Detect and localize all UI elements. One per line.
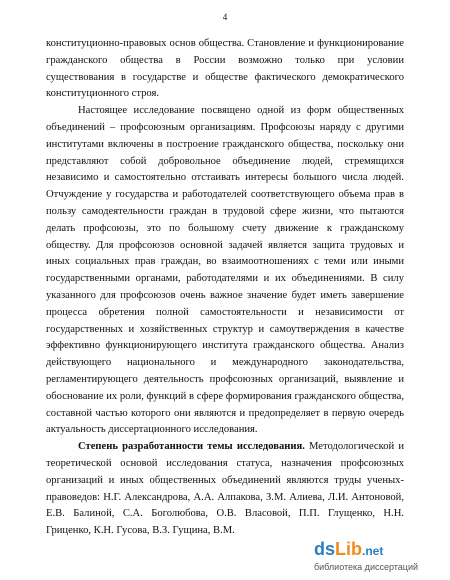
dslib-watermark (314, 536, 442, 576)
logo-lib: Lib (335, 539, 363, 559)
section-lead-heading: Степень разработанности темы исследования. (78, 441, 305, 453)
page-number: 4 (222, 12, 228, 22)
paragraph-3-text: Методологической и теоретической основой исследования статуса, назначения профсоюзных организаций и иных общественных объединений являются труды ученых-правоведов: Н.Г. Александрова, А.А. Алпакова, З.М. Алиева, Л.И. Антоновой, Е.В. Балиной, С.А. Боголюбова, О.В. Власовой, П.П. Глущенко, Н.Н. Гриценко, К.Н. Гусова, В.З. Гущина, В.М. (46, 441, 404, 537)
document-body (46, 36, 404, 540)
paragraph-2: Настоящее исследование посвящено одной из форм общественных объединений – профсоюзным организациям. Профсоюзы наряду с другими институтами включены в построение гражданского общества, поскольку они представляют собой добровольное объединение людей, стремящихся независимо и самостоятельно отстаивать интересы большого числа людей. Отчуждение у государства и работодателей соответствующего объема прав в пользу самодеятельности граждан в трудовой сфере жизни, что пытаются делать профсоюзы, это по большому счету движение к гражданскому обществу. Для профсоюзов основной задачей является защита трудовых и иных социальных прав граждан, во взаимоотношениях с теми или иными государственными органами, работодателями и их объединениями. В силу указанного для профсоюзов очень важное значение будет иметь завершение процесса обретения полной самостоятельности и независимости от государственных и хозяйственных структур и самоутверждения в качестве эффективно функционирующего института гражданского общества. Анализ действующего национального и международного законодательства, регламентирующего деятельность профсоюзных организаций, выявление и обоснование их роли, функций в сфере формирования гражданского общества, составной частью которого они являются и предопределяет в первую очередь актуальность диссертационного исследования. (46, 105, 404, 436)
watermark-box (314, 540, 418, 572)
dslib-logo (314, 540, 418, 560)
watermark-subtitle: библиотека диссертаций (314, 562, 419, 572)
logo-net: .net (362, 544, 384, 558)
paragraph-3 (46, 439, 404, 540)
logo-ds: ds (314, 539, 336, 559)
paragraph-1: конституционно-правовых основ общества. Становление и функционирование гражданского общества в России возможно только при условии существования в государстве и обществе фактического демократического конституционного строя. (46, 38, 404, 100)
